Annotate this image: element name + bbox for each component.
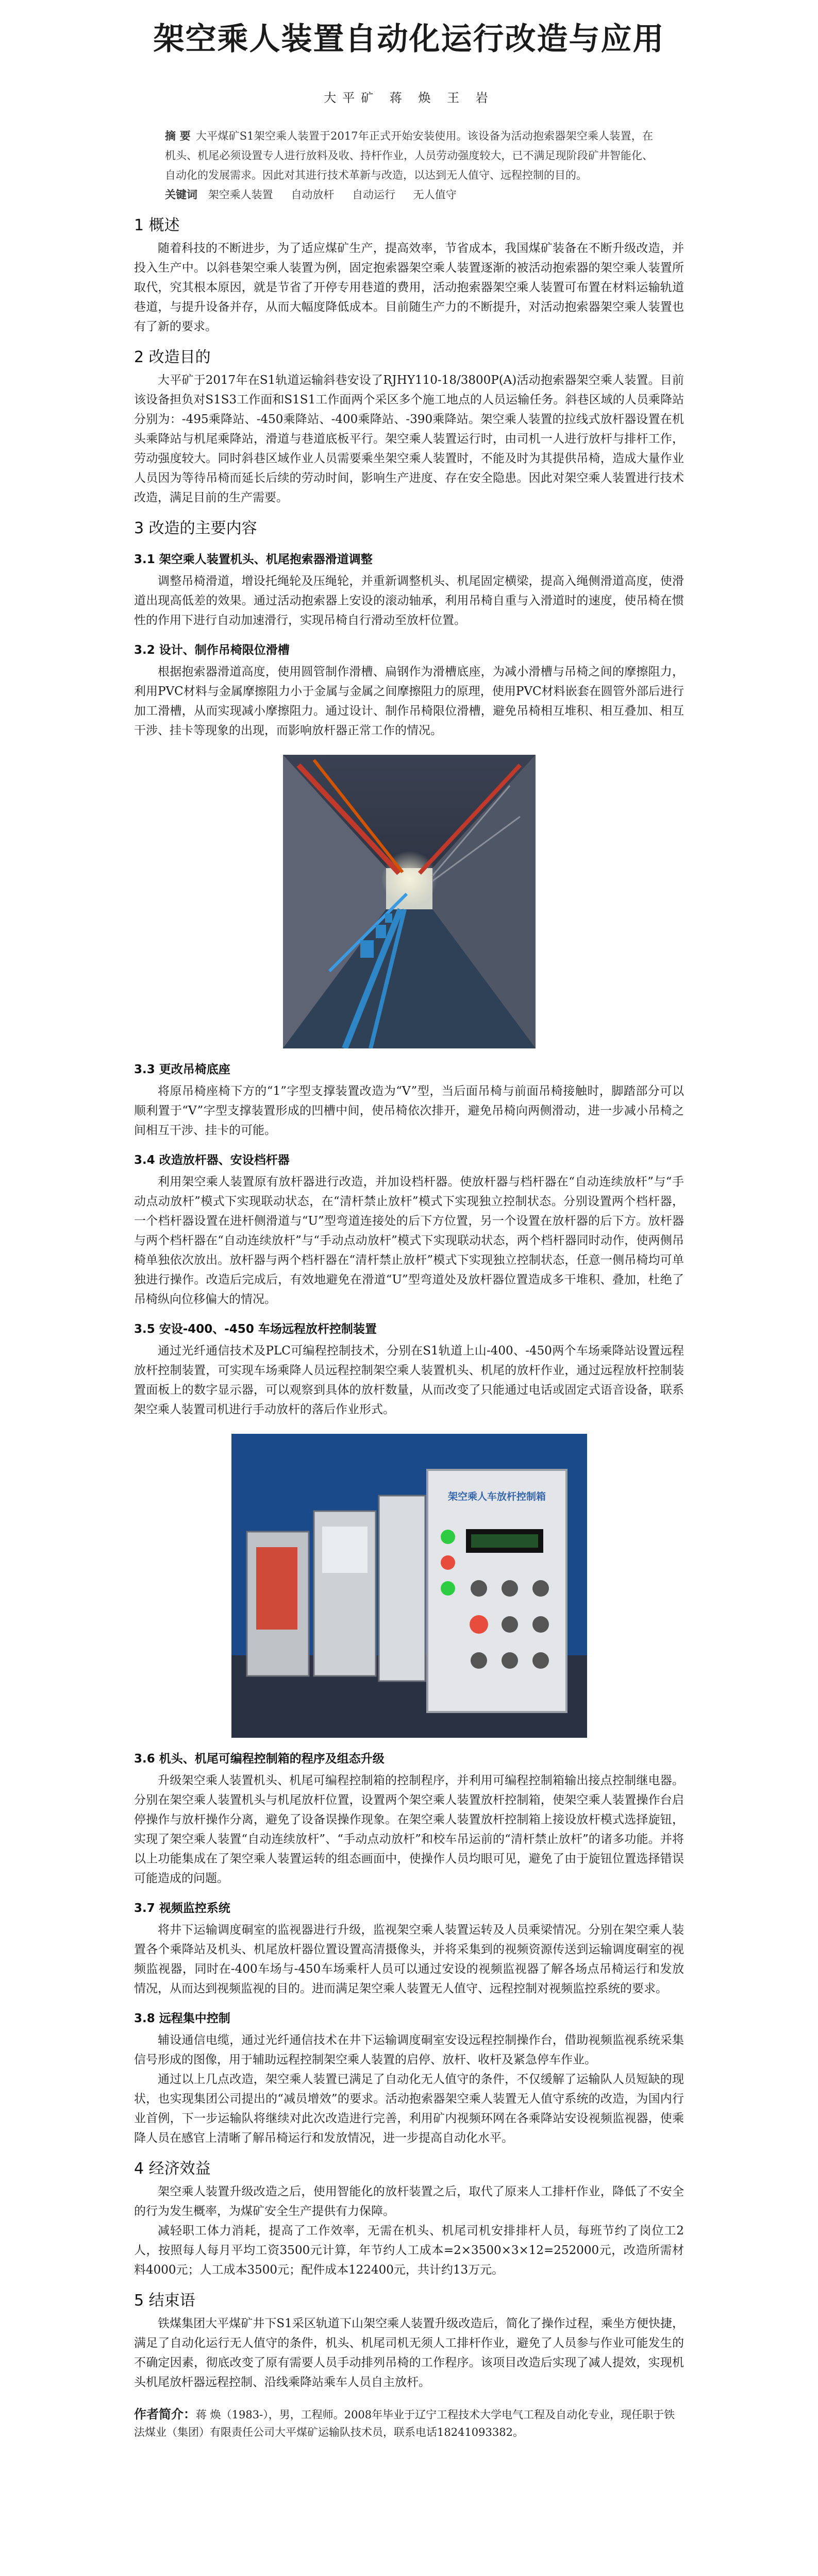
keyword-item: 自动运行 <box>352 189 396 201</box>
author-bio-text: 蒋 焕（1983-），男，工程师。2008年毕业于辽宁工程技术大学电气工程及自动化专业，现任职于铁法煤业（集团）有限责任公司大平煤矿运输队技术员，联系电话18241093382。 <box>134 2409 675 2438</box>
section-heading-purpose: 2 改造目的 <box>134 348 211 366</box>
paragraph: 将井下运输调度硐室的监视器进行升级，监视架空乘人装置运转及人员乘梁情况。分别在架空乘人装置各个乘降站及机头、机尾放杆器位置设置高清摄像头，并将采集到的视频资源传送到运输调度硐室的视频监视器，同时在-400车场与-450车场乘杆人员可以通过安设的视频监视器了解各场点吊椅运行和发放情况，从而达到视频监视的目的。进而满足架空乘人装置无人值守、远程控制对视频监控系统的要求。 <box>134 1923 684 1995</box>
authors-line: 大平矿 蒋 焕 王 岩 <box>324 91 494 105</box>
paragraph: 辅设通信电缆，通过光纤通信技术在井下运输调度硐室安设远程控制操作台，借助视频监视系统采集信号形成的图像，用于辅助远程控制架空乘人装置的启停、放杆、收杆及紧急停车作业。 <box>134 2033 684 2066</box>
section-heading-overview: 1 概述 <box>134 216 180 234</box>
subsection-heading: 3.2 设计、制作吊椅限位滑槽 <box>134 643 290 657</box>
paragraph: 调整吊椅滑道，增设托绳轮及压绳轮，并重新调整机头、机尾固定横梁，提高入绳侧滑道高度，使滑道出现高低差的效果。通过活动抱索器上安设的滚动轴承，利用吊椅自重与入滑道时的速度，使吊椅在惯性的作用下进行自动加速滑行，实现吊椅自行滑动至放杆位置。 <box>134 574 684 627</box>
section-heading-benefits: 4 经济效益 <box>134 2160 211 2178</box>
control-box-photo <box>231 1434 587 1738</box>
paragraph: 通过以上几点改造，架空乘人装置已满足了自动化无人值守的条件，不仅缓解了运输队人员短缺的现状，也实现集团公司提出的“减员增效”的要求。活动抱索器架空乘人装置无人值守系统的改造，为国内行业首例，下一步运输队将继续对此次改造进行完善，利用矿内视频环网在各乘降站安设视频监视器，使乘降人员在感官上清晰了解吊椅运行和发放情况，进一步提高自动化水平。 <box>134 2073 684 2145</box>
author-bio <box>134 2405 684 2441</box>
control-box-graphic <box>231 1434 587 1738</box>
abstract <box>134 126 684 185</box>
tunnel-photo-graphic <box>283 755 536 1048</box>
subsection-heading: 3.4 改造放杆器、安设档杆器 <box>134 1154 290 1167</box>
paragraph: 架空乘人装置升级改造之后，使用智能化的放杆装置之后，取代了原来人工排杆作业，降低了不安全的行为发生概率，为煤矿安全生产提供有力保障。 <box>134 2185 684 2218</box>
abstract-label: 摘 要 <box>165 130 191 142</box>
paragraph: 利用架空乘人装置原有放杆器进行改造，并加设档杆器。使放杆器与档杆器在“自动连续放杆”与“手动点动放杆”模式下实现联动状态，在“清杆禁止放杆”模式下实现独立控制状态。分别设置两个档杆器，一个档杆器设置在进杆侧滑道与“U”型弯道连接处的后下方位置，另一个设置在放杆器的后下方。放杆器与两个档杆器在“自动连续放杆”与“手动点动放杆”模式下实现联动状态，两个档杆器同时动作，使两侧吊椅单独依次放出。放杆器与两个档杆器在“清杆禁止放杆”模式下实现独立控制状态，任意一侧吊椅均可单独进行操作。改造后完成后，有效地避免在滑道“U”型弯道处及放杆器位置造成多干堆积、叠加，杜绝了吊椅纵向位移偏大的情况。 <box>134 1175 684 1306</box>
author-bio-label: 作者简介： <box>134 2407 196 2421</box>
subsection-heading: 3.6 机头、机尾可编程控制箱的程序及组态升级 <box>134 1752 385 1766</box>
paragraph: 铁煤集团大平煤矿井下S1采区轨道下山架空乘人装置升级改造后，简化了操作过程，乘坐方便快捷，满足了自动化运行无人值守的条件，机头、机尾司机无须人工排杆作业，避免了人员参与作业可能发生的不确定因素，彻底改变了原有需要人员手动排列吊椅的工作程序。该项目改造后实现了减人提效，实现机头机尾放杆器远程控制、沿线乘降站乘车人员自主放杆。 <box>134 2317 684 2389</box>
paragraph: 升级架空乘人装置机头、机尾可编程控制箱的控制程序，并利用可编程控制箱输出接点控制继电器。分别在架空乘人装置机头与机尾放杆位置，设置两个架空乘人装置放杆控制箱，使架空乘人装置操作台启停操作与放杆操作分离，避免了设备误操作现象。在架空乘人装置放杆控制箱上接设放杆模式选择旋钮，实现了架空乘人装置“自动连续放杆”、“手动点动放杆”和校车吊运前的“清杆禁止放杆”的诸多功能。并将以上功能集成在了架空乘人装置运转的组态画面中，使操作人员均眼可见，避免了由于旋钮位置选择错误可能造成的问题。 <box>134 1774 684 1885</box>
paper-title: 架空乘人装置自动化运行改造与应用 <box>153 21 665 57</box>
section-heading-conclusion: 5 结束语 <box>134 2292 195 2310</box>
paragraph: 根据抱索器滑道高度，使用圆管制作滑槽、扁钢作为滑槽底座，为减小滑槽与吊椅之间的摩擦阻力，利用PVC材料与金属摩擦阻力小于金属与金属之间摩擦阻力的原理，使用PVC材料嵌套在圆管外部后进行加工滑槽，从而实现减小摩擦阻力。通过设计、制作吊椅限位滑槽，避免吊椅相互堆积、相互叠加、相互干涉、挂卡等现象的出现，而影响放杆器正常工作的情况。 <box>134 665 684 737</box>
keyword-item: 架空乘人装置 <box>208 189 273 201</box>
abstract-text: 大平煤矿S1架空乘人装置于2017年正式开始安装使用。该设备为活动抱索器架空乘人装置，在机头、机尾必须设置专人进行放料及收、持杆作业，人员劳动强度较大，已不满足现阶段矿井智能化、自动化的发展需求。因此对其进行技术革新与改造，以达到无人值守、远程控制的目的。 <box>165 130 654 181</box>
tunnel-photo <box>283 755 536 1048</box>
paragraph: 大平矿于2017年在S1轨道运输斜巷安设了RJHY110-18/3800P(A)活动抱索器架空乘人装置。目前该设备担负对S1S3工作面和S1S1工作面两个采区多个施工地点的人员运输任务。斜巷区域的人员乘降站分别为：-495乘降站、-450乘降站、-400乘降站、-390乘降站。架空乘人装置的拉线式放杆器设置在机头乘降站与机尾乘降站，滑道与巷道底板平行。架空乘人装置运行时，由司机一人进行放杆与排杆工作，劳动强度较大。同时斜巷区域作业人员需要乘坐架空乘人装置时，不能及时为其提供吊椅，造成大量作业人员因为等待吊椅而延长后续的劳动时间，影响生产进度、存在安全隐患。因此对架空乘人装置进行技术改造，满足目前的生产需要。 <box>134 374 684 504</box>
keywords <box>134 185 684 205</box>
paragraph: 减轻职工体力消耗，提高了工作效率，无需在机头、机尾司机安排排杆人员，每班节约了岗位工2人，按照每人每月平均工资3500元计算，年节约人工成本=2×3500×3×12=252000元，改造所需材料4000元；人工成本3500元；配件成本122400元，共计约13万元。 <box>134 2224 684 2277</box>
subsection-heading: 3.8 远程集中控制 <box>134 2012 230 2025</box>
subsection-heading: 3.3 更改吊椅底座 <box>134 1063 230 1076</box>
subsection-heading: 3.7 视频监控系统 <box>134 1902 230 1915</box>
paragraph: 将原吊椅座椅下方的“1”字型支撑装置改造为“V”型，当后面吊椅与前面吊椅接触时，脚踏部分可以顺利置于“V”字型支撑装置形成的凹槽中间，使吊椅依次排开，避免吊椅向两侧滑动，进一步减小吊椅之间相互干涉、挂卡的可能。 <box>134 1084 684 1137</box>
keyword-item: 自动放杆 <box>291 189 335 201</box>
keywords-label: 关键词 <box>165 189 197 201</box>
control-box-title: 架空乘人车放杆控制箱 <box>447 1491 546 1502</box>
paragraph: 通过光纤通信技术及PLC可编程控制技术，分别在S1轨道上山-400、-450两个车场乘降站设置远程放杆控制装置，可实现车场乘降人员远程控制架空乘人装置机头、机尾的放杆作业，通过远程放杆控制装置面板上的数字显示器，可以观察到具体的放杆数量，从而改变了只能通过电话或固定式语音设备，联系架空乘人装置司机进行手动放杆的落后作业形式。 <box>134 1344 684 1416</box>
section-heading-content: 3 改造的主要内容 <box>134 519 257 537</box>
paragraph: 随着科技的不断进步，为了适应煤矿生产，提高效率，节省成本，我国煤矿装备在不断升级改造，并投入生产中。以斜巷架空乘人装置为例，固定抱索器架空乘人装置逐渐的被活动抱索器的架空乘人装置所取代，究其根本原因，就是节省了开停专用巷道的费用，活动抱索器架空乘人装置可布置在材料运输轨道巷道，与提升设备并存，从而大幅度降低成本。目前随生产力的不断提升，对活动抱索器架空乘人装置也有了新的要求。 <box>134 242 684 333</box>
subsection-heading: 3.5 安设-400、-450 车场远程放杆控制装置 <box>134 1323 377 1336</box>
subsection-heading: 3.1 架空乘人装置机头、机尾抱索器滑道调整 <box>134 553 373 566</box>
keyword-item: 无人值守 <box>413 189 457 201</box>
